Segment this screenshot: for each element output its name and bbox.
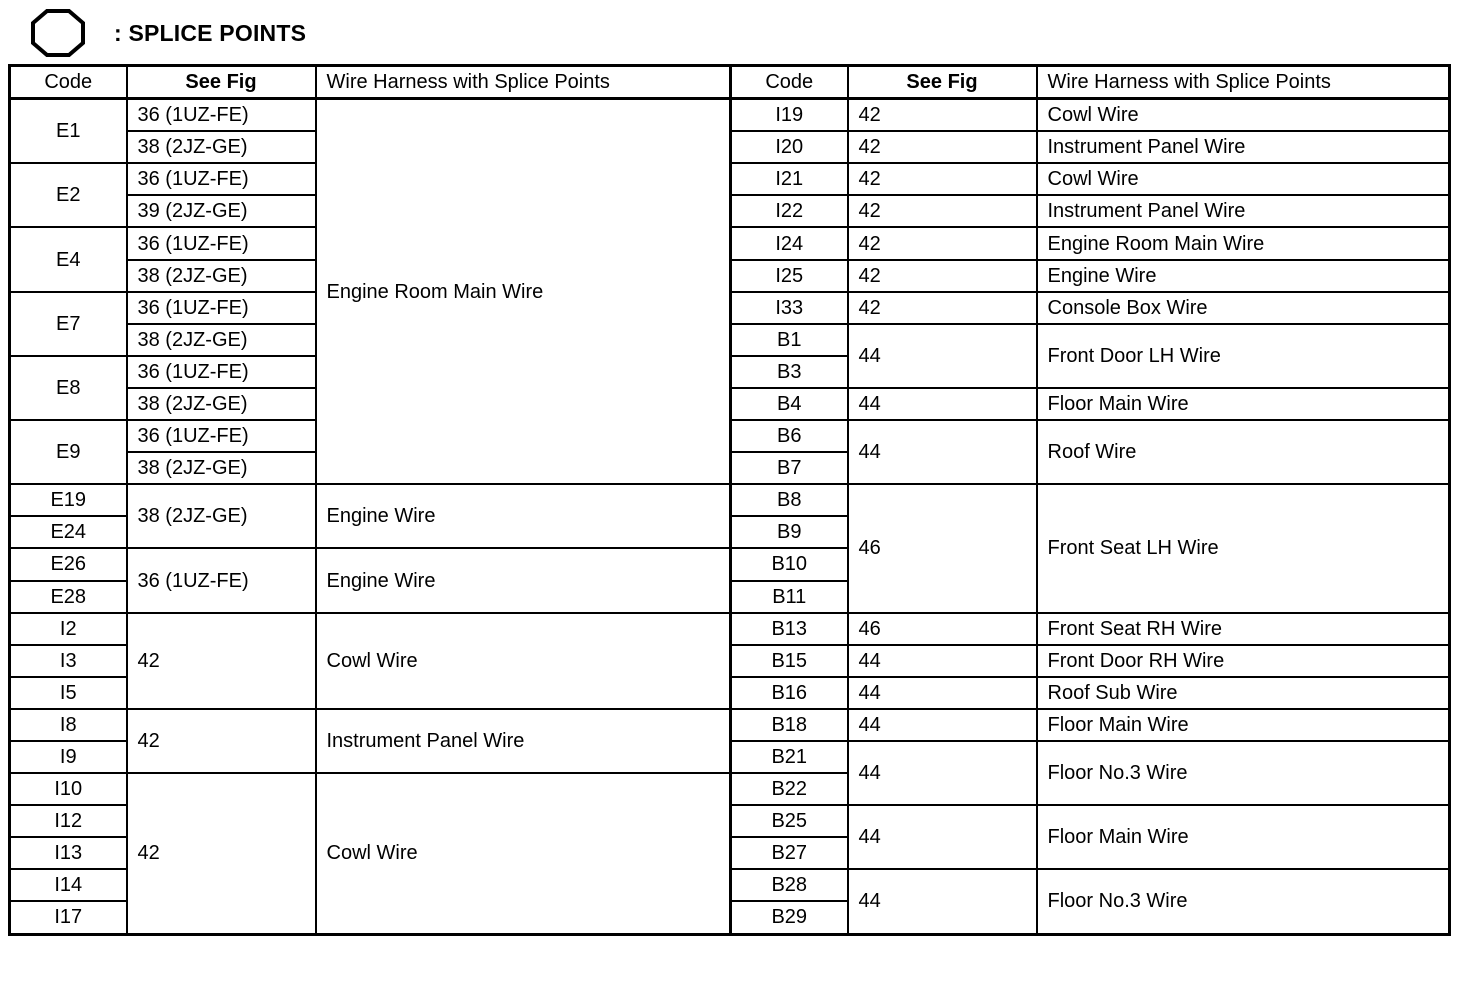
harness-cell: Floor Main Wire bbox=[1037, 709, 1450, 741]
see-fig-cell: 42 bbox=[848, 292, 1037, 324]
table-row bbox=[731, 645, 1450, 677]
code-cell: B21 bbox=[731, 741, 848, 773]
table-row bbox=[731, 131, 1450, 163]
code-cell: E26 bbox=[10, 548, 127, 580]
legend bbox=[30, 8, 306, 58]
harness-cell: Floor No.3 Wire bbox=[1037, 741, 1450, 805]
see-fig-cell: 36 (1UZ-FE) bbox=[127, 163, 316, 195]
splice-table-left bbox=[8, 64, 732, 936]
code-cell: I22 bbox=[731, 195, 848, 227]
harness-cell: Roof Wire bbox=[1037, 420, 1450, 484]
code-cell: I8 bbox=[10, 709, 127, 741]
header-row bbox=[10, 66, 731, 99]
code-cell: B16 bbox=[731, 677, 848, 709]
table-row bbox=[731, 420, 1450, 452]
harness-cell: Engine Wire bbox=[316, 548, 731, 612]
see-fig-cell: 42 bbox=[848, 260, 1037, 292]
see-fig-cell: 36 (1UZ-FE) bbox=[127, 292, 316, 324]
code-cell: I12 bbox=[10, 805, 127, 837]
code-cell: B7 bbox=[731, 452, 848, 484]
table-row bbox=[731, 869, 1450, 901]
code-cell: B29 bbox=[731, 901, 848, 934]
code-cell: B1 bbox=[731, 324, 848, 356]
code-cell: B11 bbox=[731, 581, 848, 613]
harness-cell: Engine Room Main Wire bbox=[316, 99, 731, 485]
code-cell: E8 bbox=[10, 356, 127, 420]
code-cell: I5 bbox=[10, 677, 127, 709]
harness-cell: Instrument Panel Wire bbox=[1037, 195, 1450, 227]
see-fig-cell: 44 bbox=[848, 741, 1037, 805]
code-cell: E9 bbox=[10, 420, 127, 484]
code-cell: E19 bbox=[10, 484, 127, 516]
harness-cell: Engine Wire bbox=[1037, 260, 1450, 292]
table-row bbox=[731, 195, 1450, 227]
see-fig-cell: 38 (2JZ-GE) bbox=[127, 484, 316, 548]
code-cell: B10 bbox=[731, 548, 848, 580]
code-cell: B8 bbox=[731, 484, 848, 516]
header-see-fig: See Fig bbox=[127, 66, 316, 99]
see-fig-cell: 46 bbox=[848, 484, 1037, 612]
harness-cell: Front Seat RH Wire bbox=[1037, 613, 1450, 645]
table-row bbox=[10, 99, 731, 132]
harness-cell: Roof Sub Wire bbox=[1037, 677, 1450, 709]
see-fig-cell: 36 (1UZ-FE) bbox=[127, 227, 316, 259]
table-row bbox=[731, 260, 1450, 292]
harness-cell: Floor No.3 Wire bbox=[1037, 869, 1450, 934]
see-fig-cell: 36 (1UZ-FE) bbox=[127, 548, 316, 612]
harness-cell: Engine Wire bbox=[316, 484, 731, 548]
code-cell: E24 bbox=[10, 516, 127, 548]
see-fig-cell: 44 bbox=[848, 805, 1037, 869]
table-row bbox=[731, 227, 1450, 259]
code-cell: E4 bbox=[10, 227, 127, 291]
header-harness: Wire Harness with Splice Points bbox=[316, 66, 731, 99]
harness-cell: Cowl Wire bbox=[316, 773, 731, 934]
see-fig-cell: 42 bbox=[848, 99, 1037, 132]
harness-cell: Cowl Wire bbox=[1037, 99, 1450, 132]
table-row bbox=[731, 163, 1450, 195]
see-fig-cell: 42 bbox=[127, 613, 316, 709]
table-row bbox=[731, 613, 1450, 645]
octagon-icon bbox=[30, 8, 86, 58]
harness-cell: Front Seat LH Wire bbox=[1037, 484, 1450, 612]
table-row bbox=[731, 388, 1450, 420]
header-code: Code bbox=[10, 66, 127, 99]
see-fig-cell: 44 bbox=[848, 645, 1037, 677]
table-row bbox=[731, 709, 1450, 741]
table-row bbox=[10, 484, 731, 516]
code-cell: B15 bbox=[731, 645, 848, 677]
table-row bbox=[731, 741, 1450, 773]
code-cell: E2 bbox=[10, 163, 127, 227]
code-cell: I21 bbox=[731, 163, 848, 195]
harness-cell: Instrument Panel Wire bbox=[316, 709, 731, 773]
harness-cell: Instrument Panel Wire bbox=[1037, 131, 1450, 163]
table-row bbox=[731, 484, 1450, 516]
code-cell: I17 bbox=[10, 901, 127, 934]
header-row bbox=[731, 66, 1450, 99]
harness-cell: Cowl Wire bbox=[1037, 163, 1450, 195]
see-fig-cell: 42 bbox=[848, 195, 1037, 227]
code-cell: B4 bbox=[731, 388, 848, 420]
see-fig-cell: 42 bbox=[848, 163, 1037, 195]
table-row bbox=[10, 773, 731, 805]
table-row bbox=[731, 677, 1450, 709]
code-cell: I13 bbox=[10, 837, 127, 869]
code-cell: I19 bbox=[731, 99, 848, 132]
header-harness: Wire Harness with Splice Points bbox=[1037, 66, 1450, 99]
see-fig-cell: 39 (2JZ-GE) bbox=[127, 195, 316, 227]
harness-cell: Engine Room Main Wire bbox=[1037, 227, 1450, 259]
see-fig-cell: 42 bbox=[848, 131, 1037, 163]
table-row bbox=[10, 709, 731, 741]
header-code: Code bbox=[731, 66, 848, 99]
harness-cell: Cowl Wire bbox=[316, 613, 731, 709]
code-cell: I9 bbox=[10, 741, 127, 773]
code-cell: E7 bbox=[10, 292, 127, 356]
see-fig-cell: 36 (1UZ-FE) bbox=[127, 356, 316, 388]
harness-cell: Console Box Wire bbox=[1037, 292, 1450, 324]
header-see-fig: See Fig bbox=[848, 66, 1037, 99]
code-cell: I20 bbox=[731, 131, 848, 163]
see-fig-cell: 44 bbox=[848, 677, 1037, 709]
code-cell: B22 bbox=[731, 773, 848, 805]
see-fig-cell: 44 bbox=[848, 324, 1037, 388]
see-fig-cell: 36 (1UZ-FE) bbox=[127, 99, 316, 132]
code-cell: I10 bbox=[10, 773, 127, 805]
table-row bbox=[731, 324, 1450, 356]
see-fig-cell: 42 bbox=[127, 773, 316, 934]
legend-label: : SPLICE POINTS bbox=[114, 19, 307, 46]
code-cell: B3 bbox=[731, 356, 848, 388]
see-fig-cell: 44 bbox=[848, 709, 1037, 741]
code-cell: I33 bbox=[731, 292, 848, 324]
harness-cell: Floor Main Wire bbox=[1037, 805, 1450, 869]
table-row bbox=[731, 99, 1450, 132]
see-fig-cell: 44 bbox=[848, 869, 1037, 934]
see-fig-cell: 38 (2JZ-GE) bbox=[127, 388, 316, 420]
code-cell: I25 bbox=[731, 260, 848, 292]
code-cell: B27 bbox=[731, 837, 848, 869]
table-row bbox=[731, 805, 1450, 837]
code-cell: I14 bbox=[10, 869, 127, 901]
code-cell: B28 bbox=[731, 869, 848, 901]
code-cell: I2 bbox=[10, 613, 127, 645]
table-row bbox=[10, 548, 731, 580]
code-cell: B13 bbox=[731, 613, 848, 645]
see-fig-cell: 44 bbox=[848, 420, 1037, 484]
see-fig-cell: 38 (2JZ-GE) bbox=[127, 324, 316, 356]
see-fig-cell: 38 (2JZ-GE) bbox=[127, 260, 316, 292]
splice-table-right bbox=[729, 64, 1451, 936]
harness-cell: Front Door LH Wire bbox=[1037, 324, 1450, 388]
code-cell: B18 bbox=[731, 709, 848, 741]
see-fig-cell: 42 bbox=[127, 709, 316, 773]
harness-cell: Front Door RH Wire bbox=[1037, 645, 1450, 677]
see-fig-cell: 38 (2JZ-GE) bbox=[127, 452, 316, 484]
table-row bbox=[731, 292, 1450, 324]
code-cell: I24 bbox=[731, 227, 848, 259]
code-cell: E28 bbox=[10, 581, 127, 613]
see-fig-cell: 46 bbox=[848, 613, 1037, 645]
see-fig-cell: 44 bbox=[848, 388, 1037, 420]
see-fig-cell: 38 (2JZ-GE) bbox=[127, 131, 316, 163]
code-cell: B6 bbox=[731, 420, 848, 452]
see-fig-cell: 42 bbox=[848, 227, 1037, 259]
code-cell: B9 bbox=[731, 516, 848, 548]
code-cell: I3 bbox=[10, 645, 127, 677]
code-cell: B25 bbox=[731, 805, 848, 837]
harness-cell: Floor Main Wire bbox=[1037, 388, 1450, 420]
see-fig-cell: 36 (1UZ-FE) bbox=[127, 420, 316, 452]
table-row bbox=[10, 613, 731, 645]
code-cell: E1 bbox=[10, 99, 127, 164]
